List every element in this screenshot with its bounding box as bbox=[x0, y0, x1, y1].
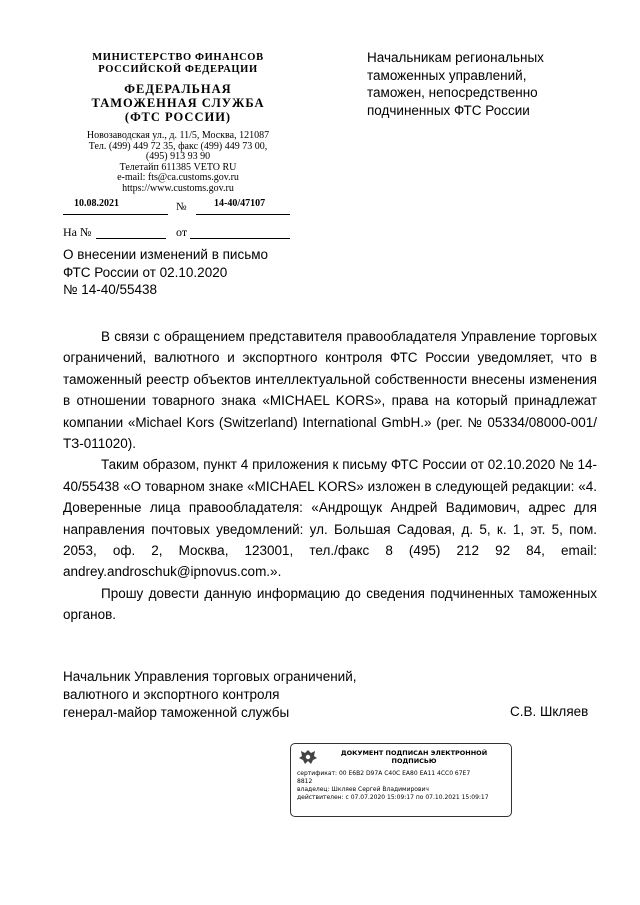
number-underline bbox=[196, 214, 290, 215]
reference-label: На № bbox=[63, 225, 92, 239]
reference-date-underline bbox=[190, 238, 290, 239]
signatory-name: С.В. Шкляев bbox=[510, 704, 589, 719]
stamp-owner: владелец: Шкляев Сергей Владимирович bbox=[297, 786, 429, 793]
addressee-block: Начальникам региональных таможенных управлений, таможен, непосредственно подчиненных ФТС России bbox=[367, 50, 544, 118]
body-paragraph-1: В связи с обращением представителя правообладателя Управление торговых ограничений, валютного и экспортного контроля ФТС России уведомляет, что в таможенный реестр объектов интеллектуальной собственности внесены изменения в отношении товарного знака «MICHAEL KORS», права на который принадлежат компании «Michael Kors (Switzerland) International GmbH.» (рег. № 05334/08000-001/ТЗ-011020). bbox=[63, 329, 597, 452]
emblem-icon bbox=[297, 748, 319, 766]
letter-subject: О внесении изменений в письмо ФТС России от 02.10.2020 № 14-40/55438 bbox=[63, 247, 269, 297]
email-link[interactable]: e-mail: fts@ca.customs.gov.ru bbox=[117, 172, 239, 184]
document-number: 14-40/47107 bbox=[214, 198, 266, 209]
body-paragraph-2: Таким образом, пункт 4 приложения к письму ФТС России от 02.10.2020 № 14-40/55438 «О товарном знаке «MICHAEL KORS» изложен в следующей редакции: «4. Доверенные лица правообладателя: «Андрощук Андрей Вадимович, адрес для направления почтовых уведомлений: ул. Большая Садовая, д. 5, к. 1, эт. 5, пом. 2053, оф. 2, Москва, 123001, тел./факс 8 (495) 212 92 84, email: andrey.androschuk@ipnovus.com.». bbox=[63, 457, 597, 580]
website-link[interactable]: https://www.customs.gov.ru bbox=[122, 182, 234, 194]
date-underline bbox=[63, 214, 168, 215]
document-date: 10.08.2021 bbox=[74, 198, 119, 209]
number-label: № bbox=[176, 201, 187, 213]
stamp-details bbox=[297, 770, 507, 802]
stamp-title: ДОКУМЕНТ ПОДПИСАН ЭЛЕКТРОННОЙ ПОДПИСЬЮ bbox=[340, 749, 488, 765]
body-paragraph-3: Прошу довести данную информацию до сведения подчиненных таможенных органов. bbox=[63, 585, 597, 623]
letterhead bbox=[58, 52, 298, 195]
reference-number-underline bbox=[96, 238, 166, 239]
reference-from-label: от bbox=[176, 225, 188, 239]
letter-body bbox=[63, 326, 597, 626]
electronic-signature-stamp bbox=[290, 743, 512, 817]
service-contacts: Новозаводская ул., д. 11/5, Москва, 121087 Тел. (499) 449 72 35, факс (499) 449 73 00, (495) 913 93 90 Телетайп 611385 VETO RU e-mail: fts@ca.customs.gov.ru https://www.customs.gov.ru bbox=[58, 131, 298, 195]
service-name: ФЕДЕРАЛЬНАЯ ТАМОЖЕННАЯ СЛУЖБА (ФТС РОССИИ) bbox=[91, 82, 265, 124]
signatory-position: Начальник Управления торговых ограничений, валютного и экспортного контроля генерал-майор таможенной службы bbox=[63, 669, 357, 720]
stamp-certificate: сертификат: 00 E6B2 D97A C40C EA80 EA11 4CC0 67E7 bbox=[297, 770, 471, 777]
stamp-validity: действителен: с 07.07.2020 15:09:17 по 07.10.2021 15:09:17 bbox=[297, 794, 489, 801]
ministry-name: МИНИСТЕРСТВО ФИНАНСОВ РОССИЙСКОЙ ФЕДЕРАЦИИ bbox=[92, 52, 264, 75]
stamp-certificate-cont: 8812 bbox=[297, 778, 313, 785]
